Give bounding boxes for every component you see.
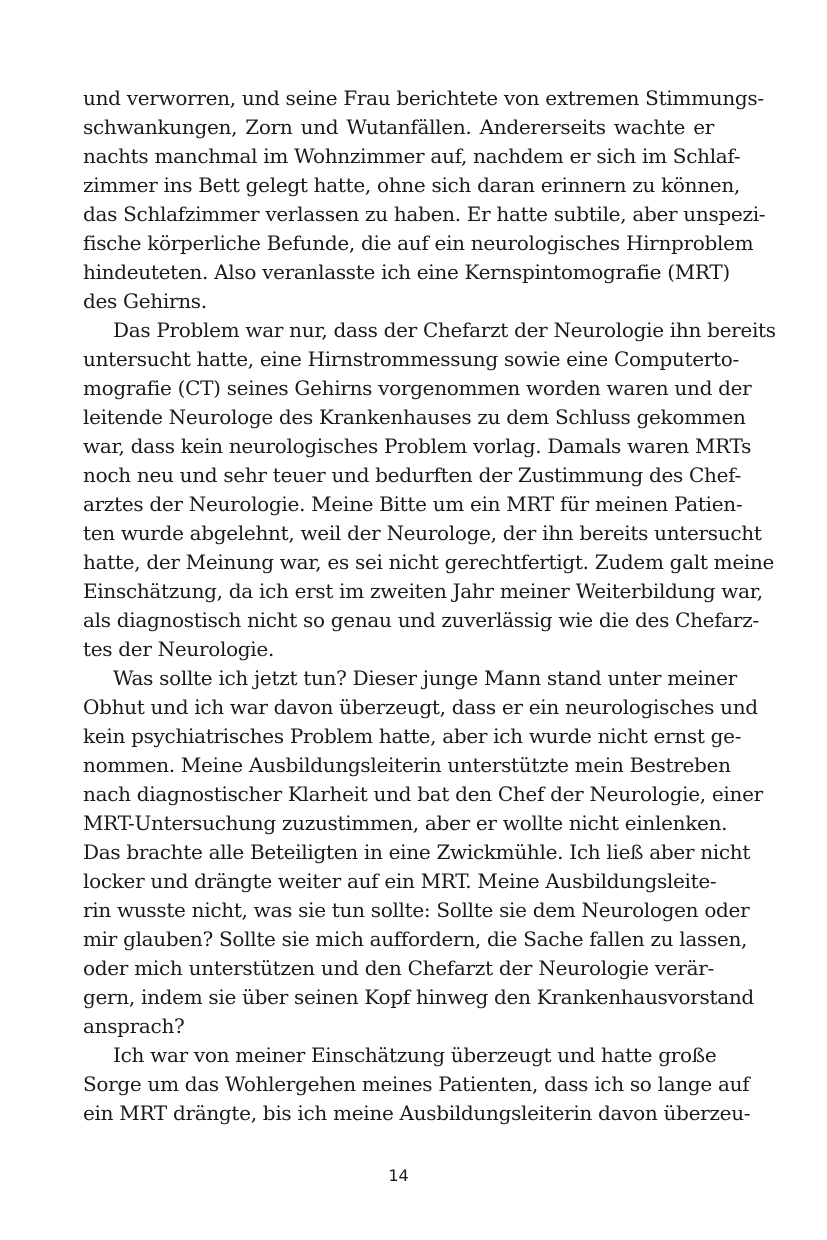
text-line: rin wusste nicht, was sie tun sollte: Sollte sie dem Neurologen oder xyxy=(83,898,750,922)
text-line: das Schlafzimmer verlassen zu haben. Er hatte subtile, aber unspezi- xyxy=(83,202,766,226)
text-line: hindeuteten. Also veranlasste ich eine Kernspintomografie (MRT) xyxy=(83,260,730,284)
text-line: hatte, der Meinung war, es sei nicht gerechtfertigt. Zudem galt meine xyxy=(83,550,775,574)
text-line: MRT-Untersuchung zuzustimmen, aber er wollte nicht einlenken. xyxy=(83,811,728,835)
paragraph xyxy=(83,1041,751,1128)
text-line: kein psychiatrisches Problem hatte, aber ich wurde nicht ernst ge- xyxy=(83,724,742,748)
body-text xyxy=(83,84,776,1128)
text-line: Sorge um das Wohlergehen meines Patienten, dass ich so lange auf xyxy=(83,1072,750,1096)
text-line: und verworren, und seine Frau berichtete von extremen Stimmungs- xyxy=(83,86,764,110)
paragraph xyxy=(83,84,766,316)
text-line: mografie (CT) seines Gehirns vorgenommen worden waren und der xyxy=(83,376,752,400)
text-line: Ich war von meiner Einschätzung überzeugt und hatte große xyxy=(113,1043,717,1067)
text-line: locker und drängte weiter auf ein MRT. Meine Ausbildungsleite- xyxy=(83,869,717,893)
text-line: Obhut und ich war davon überzeugt, dass er ein neurologisches und xyxy=(83,695,758,719)
text-line: gern, indem sie über seinen Kopf hinweg den Krankenhausvorstand xyxy=(83,985,754,1009)
text-line: als diagnostisch nicht so genau und zuverlässig wie die des Chefarz- xyxy=(83,608,759,632)
text-line: zimmer ins Bett gelegt hatte, ohne sich daran erinnern zu können, xyxy=(83,173,740,197)
text-line: Einschätzung, da ich erst im zweiten Jahr meiner Weiterbildung war, xyxy=(83,579,763,603)
text-line: des Gehirns. xyxy=(83,289,207,313)
text-line: leitende Neurologe des Krankenhauses zu dem Schluss gekommen xyxy=(83,405,746,429)
text-line: ansprach? xyxy=(83,1014,185,1038)
text-line: Was sollte ich jetzt tun? Dieser junge Mann stand unter meiner xyxy=(113,666,737,690)
text-line: arztes der Neurologie. Meine Bitte um ein MRT für meinen Patien- xyxy=(83,492,743,516)
text-line: oder mich unterstützen und den Chefarzt der Neurologie verär- xyxy=(83,956,714,980)
text-line: tes der Neurologie. xyxy=(83,637,274,661)
text-line: ten wurde abgelehnt, weil der Neurologe, der ihn bereits untersucht xyxy=(83,521,762,545)
text-line: fische körperliche Befunde, die auf ein neurologisches Hirnproblem xyxy=(83,231,754,255)
paragraph xyxy=(83,664,763,1041)
page-number: 14 xyxy=(388,1166,409,1185)
text-line: untersucht hatte, eine Hirnstrommessung sowie eine Computerto- xyxy=(83,347,739,371)
text-line: war, dass kein neurologisches Problem vorlag. Damals waren MRTs xyxy=(83,434,752,458)
text-line: mir glauben? Sollte sie mich auffordern, die Sache fallen zu lassen, xyxy=(83,927,748,951)
text-line: Das brachte alle Beteiligten in eine Zwickmühle. Ich ließ aber nicht xyxy=(83,840,751,864)
text-line: nach diagnostischer Klarheit und bat den Chef der Neurologie, einer xyxy=(83,782,763,806)
text-line: noch neu und sehr teuer und bedurften der Zustimmung des Chef- xyxy=(83,463,741,487)
text-line: nommen. Meine Ausbildungsleiterin unterstützte mein Bestreben xyxy=(83,753,731,777)
text-line: Das Problem war nur, dass der Chefarzt der Neurologie ihn bereits xyxy=(113,318,776,342)
text-line: ein MRT drängte, bis ich meine Ausbildungsleiterin davon überzeu- xyxy=(83,1101,751,1125)
text-line: nachts manchmal im Wohnzimmer auf, nachdem er sich im Schlaf- xyxy=(83,144,741,168)
paragraph xyxy=(83,316,776,664)
text-line: schwankungen, Zorn und Wutanfällen. Andererseits wachte er xyxy=(83,115,714,139)
